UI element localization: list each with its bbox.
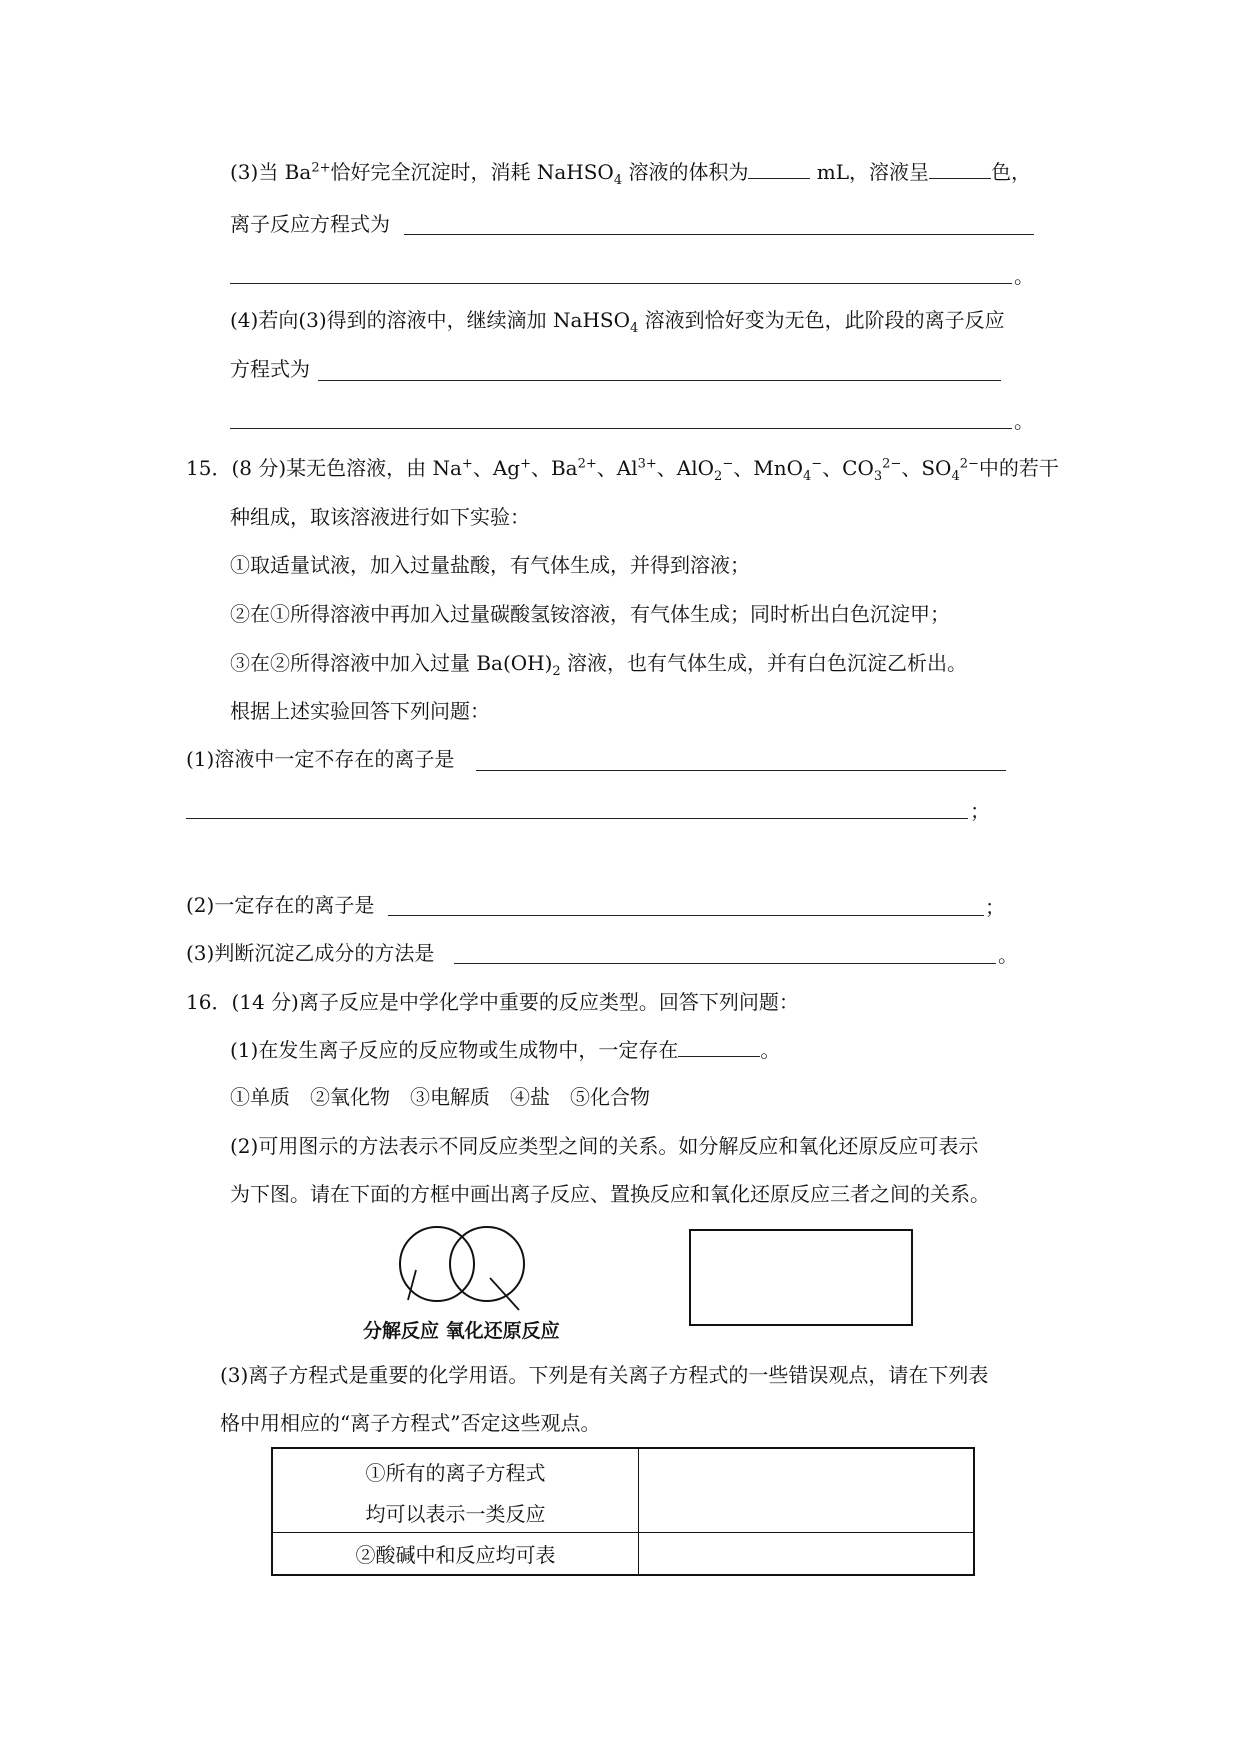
q14-p3-volume-blank[interactable] (748, 158, 810, 179)
ion-so4: 、SO (901, 456, 952, 480)
ion-sub: 2 (714, 469, 723, 484)
table-row-divider (273, 1532, 973, 1533)
ion-sub: 4 (803, 469, 812, 484)
ion-co3: 、CO (822, 456, 874, 480)
ion-sup: 2− (882, 456, 902, 472)
q14-p4-sub: 4 (629, 321, 639, 336)
q14-p3-sup: 2+ (311, 160, 331, 176)
q14-p4-text-b: 溶液到恰好变为无色，此阶段的离子反应 (638, 308, 1005, 332)
ion-ba: 、Ba (530, 456, 578, 480)
q15-step3-b: 溶液，也有气体生成，并有白色沉淀乙析出。 (560, 651, 968, 675)
q15-number: 15． (186, 456, 232, 480)
ion-sup: − (722, 456, 734, 472)
q15-lead: 根据上述实验回答下列问题： (230, 699, 490, 723)
table-row1-line1: ①所有的离子方程式 (365, 1461, 546, 1485)
q14-p4-equation-blank-1[interactable] (318, 380, 1001, 381)
q14-part4-line1 (230, 306, 1005, 334)
ion-sub: 4 (951, 469, 960, 484)
q16-stem-text: 离子反应是中学化学中重要的反应类型。回答下列问题： (298, 990, 799, 1014)
refutation-table (271, 1447, 975, 1576)
q14-p3-equation-label: 离子反应方程式为 (230, 212, 390, 236)
table-column-divider (638, 1449, 639, 1574)
q15-sub1-blank-2[interactable] (186, 818, 968, 819)
table-row1-line2: 均可以表示一类反应 (365, 1502, 546, 1526)
q14-p4-equation-blank-2[interactable] (230, 428, 1012, 429)
q15-sub3-blank[interactable] (454, 963, 996, 964)
ion-sup: 2− (959, 456, 979, 472)
q14-p3-text-c: 溶液的体积为 (622, 160, 749, 184)
q14-p3-period: 。 (1014, 264, 1034, 288)
q14-p3-equation-blank-2[interactable] (230, 283, 1012, 284)
q15-sub3-end: 。 (998, 943, 1018, 967)
q14-p3-text-d: mL，溶液呈 (810, 160, 930, 184)
q16-p1 (230, 1036, 780, 1064)
q16-p1-end: 。 (760, 1038, 781, 1062)
ion-sup: + (461, 456, 473, 472)
ion-al: 、Al (596, 456, 638, 480)
table-row1-answer-cell[interactable] (640, 1449, 975, 1531)
q16-stem (186, 988, 799, 1016)
q14-p3-color-blank[interactable] (929, 158, 991, 179)
q16-p1-blank[interactable] (678, 1036, 760, 1057)
ion-sup: + (520, 456, 531, 472)
q16-p2-line2: 为下图。请在下面的方框中画出离子反应、置换反应和氧化还原反应三者之间的关系。 (230, 1182, 990, 1206)
q15-score: (8 分) (231, 456, 287, 480)
q15-step1: ①取适量试液，加入过量盐酸，有气体生成，并得到溶液； (230, 553, 750, 577)
q15-sub1-blank-1[interactable] (476, 770, 1006, 771)
ion-sub: 3 (873, 469, 883, 484)
table-row2-text: ②酸碱中和反应均可表 (355, 1543, 556, 1567)
q15-sub2-label: (2)一定存在的离子是 (186, 893, 375, 917)
q15-sub2-end: ； (985, 895, 1005, 919)
venn-diagram (380, 1218, 540, 1318)
q14-p3-text-b: 恰好完全沉淀时，消耗 NaHSO (330, 160, 614, 184)
q14-part3-line1 (230, 158, 1031, 186)
answer-drawing-box[interactable] (689, 1229, 913, 1326)
q14-p3-sub: 4 (613, 173, 623, 188)
q15-step2: ②在①所得溶液中再加入过量碳酸氢铵溶液，有气体生成；同时析出白色沉淀甲； (230, 602, 950, 626)
q15-step3 (230, 649, 967, 677)
q15-step3-sub: 2 (552, 664, 561, 679)
q14-p3-equation-blank-1[interactable] (404, 234, 1034, 235)
ion-sup: − (811, 456, 823, 472)
q16-options: ①单质 ②氧化物 ③电解质 ④盐 ⑤化合物 (230, 1085, 650, 1109)
q16-score: (14 分) (231, 990, 299, 1014)
q15-step3-a: ③在②所得溶液中加入过量 Ba(OH) (230, 651, 553, 675)
decomposition-pointer (408, 1270, 416, 1300)
q16-number: 16． (186, 990, 232, 1014)
q15-stem-line1 (186, 454, 1059, 482)
redox-circle (450, 1227, 524, 1301)
ion-mno4: 、MnO (733, 456, 803, 480)
q14-p3-text-e: 色， (991, 160, 1032, 184)
q16-p2-line1: (2)可用图示的方法表示不同反应类型之间的关系。如分解反应和氧化还原反应可表示 (230, 1134, 979, 1158)
venn-diagram-label: 分解反应 氧化还原反应 (363, 1320, 560, 1342)
q16-p3-line1: (3)离子方程式是重要的化学用语。下列是有关离子方程式的一些错误观点，请在下列表 (220, 1363, 989, 1387)
redox-pointer (490, 1278, 519, 1310)
q14-p3-text-a: (3)当 Ba (230, 160, 312, 184)
q15-stem-line2: 种组成，取该溶液进行如下实验： (230, 505, 530, 529)
q15-sub3-label: (3)判断沉淀乙成分的方法是 (186, 941, 435, 965)
q16-p1-text: (1)在发生离子反应的反应物或生成物中，一定存在 (230, 1038, 679, 1062)
ion-sup: 3+ (637, 456, 657, 472)
q15-stem-a: 某无色溶液，由 Na (286, 456, 462, 480)
ion-ag: 、Ag (472, 456, 521, 480)
table-row2-answer-cell[interactable] (640, 1534, 975, 1576)
q15-sub2-blank[interactable] (388, 915, 984, 916)
q15-stem-b: 中的若干 (978, 456, 1059, 480)
ion-sup: 2+ (577, 456, 597, 472)
q16-p3-line2: 格中用相应的“离子方程式”否定这些观点。 (220, 1411, 601, 1435)
q14-p4-period: 。 (1014, 409, 1034, 433)
q15-sub1-label: (1)溶液中一定不存在的离子是 (186, 747, 455, 771)
q14-p4-equation-label: 方程式为 (230, 357, 310, 381)
q15-sub1-end: ； (970, 799, 990, 823)
q14-p4-text-a: (4)若向(3)得到的溶液中，继续滴加 NaHSO (230, 308, 630, 332)
ion-alo2: 、AlO (656, 456, 715, 480)
